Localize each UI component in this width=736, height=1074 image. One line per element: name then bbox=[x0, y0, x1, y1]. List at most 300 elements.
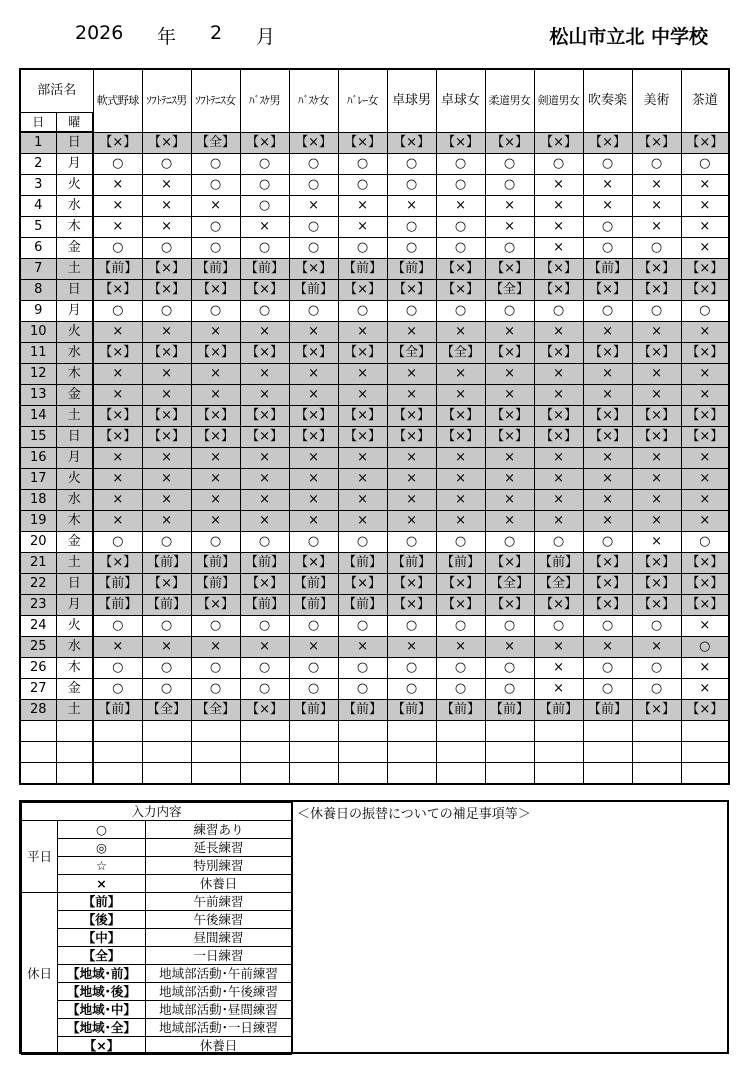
schedule-cell[interactable]: ○ bbox=[338, 658, 387, 679]
schedule-cell[interactable]: × bbox=[681, 322, 729, 343]
schedule-cell[interactable]: 【×】 bbox=[534, 406, 583, 427]
schedule-cell[interactable]: × bbox=[93, 448, 142, 469]
schedule-cell[interactable]: × bbox=[436, 364, 485, 385]
schedule-cell[interactable]: ○ bbox=[93, 616, 142, 637]
schedule-cell[interactable]: 【前】 bbox=[338, 700, 387, 721]
blank-cell[interactable] bbox=[387, 721, 436, 742]
schedule-cell[interactable]: × bbox=[485, 511, 534, 532]
blank-cell[interactable] bbox=[56, 721, 93, 742]
schedule-cell[interactable]: 【×】 bbox=[142, 132, 191, 154]
schedule-cell[interactable]: × bbox=[240, 385, 289, 406]
blank-cell[interactable] bbox=[240, 763, 289, 785]
schedule-cell[interactable]: ○ bbox=[485, 532, 534, 553]
schedule-cell[interactable]: 【×】 bbox=[338, 280, 387, 301]
schedule-cell[interactable]: ○ bbox=[142, 679, 191, 700]
blank-cell[interactable] bbox=[56, 763, 93, 785]
schedule-cell[interactable]: × bbox=[289, 490, 338, 511]
schedule-cell[interactable]: × bbox=[191, 469, 240, 490]
schedule-cell[interactable]: × bbox=[142, 637, 191, 658]
schedule-cell[interactable]: 【×】 bbox=[387, 574, 436, 595]
schedule-cell[interactable]: 【×】 bbox=[191, 595, 240, 616]
schedule-cell[interactable]: ○ bbox=[583, 679, 632, 700]
blank-cell[interactable] bbox=[534, 742, 583, 763]
schedule-cell[interactable]: ○ bbox=[387, 154, 436, 175]
schedule-cell[interactable]: ○ bbox=[485, 154, 534, 175]
schedule-cell[interactable]: ○ bbox=[240, 679, 289, 700]
schedule-cell[interactable]: 【全】 bbox=[485, 280, 534, 301]
schedule-cell[interactable]: 【前】 bbox=[93, 259, 142, 280]
schedule-cell[interactable]: 【全】 bbox=[191, 132, 240, 154]
schedule-cell[interactable]: × bbox=[681, 364, 729, 385]
schedule-cell[interactable]: 【×】 bbox=[436, 406, 485, 427]
schedule-cell[interactable]: ○ bbox=[240, 175, 289, 196]
schedule-cell[interactable]: ○ bbox=[534, 616, 583, 637]
schedule-cell[interactable]: ○ bbox=[191, 616, 240, 637]
schedule-cell[interactable]: 【前】 bbox=[191, 259, 240, 280]
schedule-cell[interactable]: ○ bbox=[338, 301, 387, 322]
schedule-cell[interactable]: × bbox=[583, 322, 632, 343]
schedule-cell[interactable]: × bbox=[681, 385, 729, 406]
schedule-cell[interactable]: 【×】 bbox=[142, 574, 191, 595]
schedule-cell[interactable]: 【全】 bbox=[485, 574, 534, 595]
schedule-cell[interactable]: 【前】 bbox=[93, 574, 142, 595]
schedule-cell[interactable]: × bbox=[485, 469, 534, 490]
schedule-cell[interactable]: ○ bbox=[632, 658, 681, 679]
schedule-cell[interactable]: ○ bbox=[534, 301, 583, 322]
schedule-cell[interactable]: 【×】 bbox=[387, 427, 436, 448]
schedule-cell[interactable]: × bbox=[142, 196, 191, 217]
schedule-cell[interactable]: 【前】 bbox=[240, 259, 289, 280]
schedule-cell[interactable]: × bbox=[93, 385, 142, 406]
schedule-cell[interactable]: ○ bbox=[240, 196, 289, 217]
schedule-cell[interactable]: 【前】 bbox=[338, 259, 387, 280]
blank-cell[interactable] bbox=[632, 763, 681, 785]
schedule-cell[interactable]: 【前】 bbox=[338, 595, 387, 616]
blank-cell[interactable] bbox=[142, 721, 191, 742]
schedule-cell[interactable]: 【×】 bbox=[583, 406, 632, 427]
schedule-cell[interactable]: 【×】 bbox=[289, 343, 338, 364]
schedule-cell[interactable]: × bbox=[142, 469, 191, 490]
blank-cell[interactable] bbox=[681, 742, 729, 763]
schedule-cell[interactable]: ○ bbox=[534, 532, 583, 553]
schedule-cell[interactable]: 【×】 bbox=[583, 553, 632, 574]
schedule-cell[interactable]: × bbox=[681, 448, 729, 469]
schedule-cell[interactable]: 【×】 bbox=[681, 280, 729, 301]
blank-cell[interactable] bbox=[436, 742, 485, 763]
schedule-cell[interactable]: ○ bbox=[93, 679, 142, 700]
schedule-cell[interactable]: × bbox=[142, 448, 191, 469]
schedule-cell[interactable]: 【×】 bbox=[681, 132, 729, 154]
schedule-cell[interactable]: ○ bbox=[191, 154, 240, 175]
schedule-cell[interactable]: 【×】 bbox=[583, 427, 632, 448]
blank-cell[interactable] bbox=[93, 763, 142, 785]
schedule-cell[interactable]: ○ bbox=[583, 532, 632, 553]
schedule-cell[interactable]: 【×】 bbox=[338, 574, 387, 595]
schedule-cell[interactable]: 【×】 bbox=[338, 132, 387, 154]
schedule-cell[interactable]: 【×】 bbox=[681, 595, 729, 616]
schedule-cell[interactable]: 【×】 bbox=[289, 427, 338, 448]
schedule-cell[interactable]: × bbox=[681, 469, 729, 490]
schedule-cell[interactable]: ○ bbox=[387, 616, 436, 637]
schedule-cell[interactable]: × bbox=[289, 469, 338, 490]
schedule-cell[interactable]: 【×】 bbox=[436, 427, 485, 448]
schedule-cell[interactable]: 【全】 bbox=[191, 700, 240, 721]
schedule-cell[interactable]: × bbox=[681, 217, 729, 238]
schedule-cell[interactable]: 【前】 bbox=[387, 700, 436, 721]
schedule-cell[interactable]: × bbox=[93, 490, 142, 511]
schedule-cell[interactable]: × bbox=[583, 511, 632, 532]
schedule-cell[interactable]: ○ bbox=[338, 679, 387, 700]
schedule-cell[interactable]: 【×】 bbox=[289, 553, 338, 574]
schedule-cell[interactable]: × bbox=[93, 175, 142, 196]
schedule-cell[interactable]: 【×】 bbox=[534, 280, 583, 301]
schedule-cell[interactable]: ○ bbox=[632, 238, 681, 259]
schedule-cell[interactable]: × bbox=[387, 448, 436, 469]
schedule-cell[interactable]: 【×】 bbox=[338, 406, 387, 427]
schedule-cell[interactable]: × bbox=[338, 490, 387, 511]
schedule-cell[interactable]: ○ bbox=[583, 238, 632, 259]
schedule-cell[interactable]: ○ bbox=[436, 238, 485, 259]
schedule-cell[interactable]: ○ bbox=[338, 238, 387, 259]
schedule-cell[interactable]: × bbox=[583, 490, 632, 511]
schedule-cell[interactable]: ○ bbox=[583, 616, 632, 637]
schedule-cell[interactable]: × bbox=[436, 490, 485, 511]
schedule-cell[interactable]: ○ bbox=[93, 658, 142, 679]
schedule-cell[interactable]: × bbox=[534, 238, 583, 259]
schedule-cell[interactable]: 【前】 bbox=[142, 595, 191, 616]
schedule-cell[interactable]: ○ bbox=[93, 532, 142, 553]
schedule-cell[interactable]: ○ bbox=[240, 532, 289, 553]
schedule-cell[interactable]: ○ bbox=[485, 616, 534, 637]
schedule-cell[interactable]: ○ bbox=[240, 238, 289, 259]
schedule-cell[interactable]: 【×】 bbox=[632, 259, 681, 280]
schedule-cell[interactable]: × bbox=[485, 217, 534, 238]
schedule-cell[interactable]: × bbox=[387, 637, 436, 658]
schedule-cell[interactable]: × bbox=[338, 364, 387, 385]
schedule-cell[interactable]: × bbox=[289, 322, 338, 343]
schedule-cell[interactable]: × bbox=[191, 364, 240, 385]
schedule-cell[interactable]: ○ bbox=[436, 616, 485, 637]
schedule-cell[interactable]: 【×】 bbox=[387, 132, 436, 154]
schedule-cell[interactable]: × bbox=[632, 364, 681, 385]
blank-cell[interactable] bbox=[191, 763, 240, 785]
schedule-cell[interactable]: 【×】 bbox=[534, 427, 583, 448]
blank-cell[interactable] bbox=[387, 742, 436, 763]
schedule-cell[interactable]: ○ bbox=[681, 637, 729, 658]
blank-cell[interactable] bbox=[338, 763, 387, 785]
schedule-cell[interactable]: ○ bbox=[142, 616, 191, 637]
schedule-cell[interactable]: × bbox=[338, 217, 387, 238]
schedule-cell[interactable]: ○ bbox=[387, 532, 436, 553]
blank-cell[interactable] bbox=[583, 763, 632, 785]
schedule-cell[interactable]: × bbox=[681, 658, 729, 679]
schedule-cell[interactable]: 【前】 bbox=[583, 700, 632, 721]
schedule-cell[interactable]: × bbox=[632, 490, 681, 511]
schedule-cell[interactable]: 【前】 bbox=[191, 553, 240, 574]
blank-cell[interactable] bbox=[20, 763, 56, 785]
schedule-cell[interactable]: × bbox=[632, 196, 681, 217]
schedule-cell[interactable]: 【全】 bbox=[387, 343, 436, 364]
schedule-cell[interactable]: ○ bbox=[289, 301, 338, 322]
schedule-cell[interactable]: × bbox=[436, 469, 485, 490]
schedule-cell[interactable]: × bbox=[485, 364, 534, 385]
schedule-cell[interactable]: ○ bbox=[142, 301, 191, 322]
schedule-cell[interactable]: × bbox=[583, 469, 632, 490]
schedule-cell[interactable]: ○ bbox=[436, 658, 485, 679]
schedule-cell[interactable]: × bbox=[142, 385, 191, 406]
schedule-cell[interactable]: × bbox=[583, 364, 632, 385]
schedule-cell[interactable]: ○ bbox=[583, 154, 632, 175]
schedule-cell[interactable]: ○ bbox=[387, 217, 436, 238]
schedule-cell[interactable]: ○ bbox=[142, 658, 191, 679]
schedule-cell[interactable]: × bbox=[534, 196, 583, 217]
schedule-cell[interactable]: 【×】 bbox=[583, 343, 632, 364]
schedule-cell[interactable]: 【前】 bbox=[289, 700, 338, 721]
schedule-cell[interactable]: ○ bbox=[191, 679, 240, 700]
schedule-cell[interactable]: × bbox=[191, 448, 240, 469]
schedule-cell[interactable]: ○ bbox=[289, 532, 338, 553]
schedule-cell[interactable]: ○ bbox=[289, 217, 338, 238]
schedule-cell[interactable]: ○ bbox=[681, 154, 729, 175]
schedule-cell[interactable]: ○ bbox=[485, 238, 534, 259]
schedule-cell[interactable]: 【×】 bbox=[93, 553, 142, 574]
schedule-cell[interactable]: 【×】 bbox=[632, 406, 681, 427]
blank-cell[interactable] bbox=[191, 721, 240, 742]
schedule-cell[interactable]: × bbox=[93, 364, 142, 385]
schedule-cell[interactable]: 【全】 bbox=[436, 343, 485, 364]
blank-cell[interactable] bbox=[485, 742, 534, 763]
schedule-cell[interactable]: × bbox=[485, 196, 534, 217]
schedule-cell[interactable]: ○ bbox=[632, 679, 681, 700]
schedule-cell[interactable]: × bbox=[436, 322, 485, 343]
blank-cell[interactable] bbox=[20, 721, 56, 742]
schedule-cell[interactable]: 【×】 bbox=[142, 280, 191, 301]
schedule-cell[interactable]: 【×】 bbox=[191, 343, 240, 364]
schedule-cell[interactable]: × bbox=[338, 385, 387, 406]
schedule-cell[interactable]: × bbox=[436, 448, 485, 469]
schedule-cell[interactable]: ○ bbox=[191, 238, 240, 259]
schedule-cell[interactable]: 【×】 bbox=[436, 259, 485, 280]
schedule-cell[interactable]: × bbox=[93, 196, 142, 217]
schedule-cell[interactable]: × bbox=[632, 448, 681, 469]
schedule-cell[interactable]: 【×】 bbox=[681, 259, 729, 280]
schedule-cell[interactable]: 【×】 bbox=[681, 553, 729, 574]
schedule-cell[interactable]: ○ bbox=[93, 154, 142, 175]
blank-cell[interactable] bbox=[485, 721, 534, 742]
schedule-cell[interactable]: ○ bbox=[289, 616, 338, 637]
schedule-cell[interactable]: 【×】 bbox=[436, 280, 485, 301]
schedule-cell[interactable]: ○ bbox=[142, 532, 191, 553]
schedule-cell[interactable]: × bbox=[534, 469, 583, 490]
blank-cell[interactable] bbox=[583, 742, 632, 763]
schedule-cell[interactable]: ○ bbox=[485, 175, 534, 196]
schedule-cell[interactable]: 【×】 bbox=[583, 595, 632, 616]
schedule-cell[interactable]: × bbox=[191, 490, 240, 511]
schedule-cell[interactable]: × bbox=[632, 322, 681, 343]
schedule-cell[interactable]: ○ bbox=[632, 154, 681, 175]
schedule-cell[interactable]: 【前】 bbox=[583, 259, 632, 280]
schedule-cell[interactable]: 【前】 bbox=[436, 700, 485, 721]
schedule-cell[interactable]: 【×】 bbox=[191, 427, 240, 448]
schedule-cell[interactable]: ○ bbox=[436, 532, 485, 553]
schedule-cell[interactable]: 【×】 bbox=[240, 574, 289, 595]
schedule-cell[interactable]: 【×】 bbox=[436, 132, 485, 154]
schedule-cell[interactable]: ○ bbox=[583, 658, 632, 679]
schedule-cell[interactable]: × bbox=[534, 175, 583, 196]
schedule-cell[interactable]: × bbox=[240, 322, 289, 343]
schedule-cell[interactable]: 【×】 bbox=[632, 553, 681, 574]
schedule-cell[interactable]: 【前】 bbox=[436, 553, 485, 574]
schedule-cell[interactable]: ○ bbox=[632, 301, 681, 322]
schedule-cell[interactable]: 【×】 bbox=[142, 259, 191, 280]
schedule-cell[interactable]: 【前】 bbox=[289, 574, 338, 595]
blank-cell[interactable] bbox=[485, 763, 534, 785]
schedule-cell[interactable]: 【×】 bbox=[142, 427, 191, 448]
blank-cell[interactable] bbox=[436, 763, 485, 785]
schedule-cell[interactable]: ○ bbox=[485, 679, 534, 700]
blank-cell[interactable] bbox=[142, 763, 191, 785]
schedule-cell[interactable]: × bbox=[240, 637, 289, 658]
schedule-cell[interactable]: × bbox=[338, 637, 387, 658]
schedule-cell[interactable]: × bbox=[534, 658, 583, 679]
schedule-cell[interactable]: 【×】 bbox=[289, 259, 338, 280]
schedule-cell[interactable]: 【×】 bbox=[485, 595, 534, 616]
schedule-cell[interactable]: × bbox=[338, 196, 387, 217]
schedule-cell[interactable]: × bbox=[632, 637, 681, 658]
schedule-cell[interactable]: ○ bbox=[289, 175, 338, 196]
blank-cell[interactable] bbox=[289, 763, 338, 785]
schedule-cell[interactable]: 【前】 bbox=[289, 595, 338, 616]
schedule-cell[interactable]: 【×】 bbox=[681, 574, 729, 595]
blank-cell[interactable] bbox=[338, 721, 387, 742]
schedule-cell[interactable]: ○ bbox=[191, 301, 240, 322]
schedule-cell[interactable]: × bbox=[93, 511, 142, 532]
schedule-cell[interactable]: × bbox=[485, 490, 534, 511]
schedule-cell[interactable]: 【×】 bbox=[93, 343, 142, 364]
schedule-cell[interactable]: × bbox=[387, 511, 436, 532]
schedule-cell[interactable]: × bbox=[240, 490, 289, 511]
schedule-cell[interactable]: ○ bbox=[240, 154, 289, 175]
schedule-cell[interactable]: ○ bbox=[338, 532, 387, 553]
schedule-cell[interactable]: × bbox=[583, 637, 632, 658]
schedule-cell[interactable]: × bbox=[142, 175, 191, 196]
schedule-cell[interactable]: 【×】 bbox=[338, 427, 387, 448]
schedule-cell[interactable]: 【×】 bbox=[534, 343, 583, 364]
schedule-cell[interactable]: × bbox=[289, 637, 338, 658]
schedule-cell[interactable]: ○ bbox=[681, 532, 729, 553]
schedule-cell[interactable]: 【×】 bbox=[632, 343, 681, 364]
schedule-cell[interactable]: ○ bbox=[289, 679, 338, 700]
schedule-cell[interactable]: ○ bbox=[338, 154, 387, 175]
schedule-cell[interactable]: ○ bbox=[485, 301, 534, 322]
schedule-cell[interactable]: × bbox=[534, 448, 583, 469]
schedule-cell[interactable]: 【×】 bbox=[485, 427, 534, 448]
blank-cell[interactable] bbox=[534, 763, 583, 785]
schedule-cell[interactable]: 【×】 bbox=[289, 406, 338, 427]
schedule-cell[interactable]: 【×】 bbox=[142, 406, 191, 427]
schedule-cell[interactable]: × bbox=[681, 490, 729, 511]
schedule-cell[interactable]: × bbox=[387, 385, 436, 406]
schedule-cell[interactable]: 【×】 bbox=[583, 280, 632, 301]
blank-cell[interactable] bbox=[56, 742, 93, 763]
blank-cell[interactable] bbox=[93, 721, 142, 742]
schedule-cell[interactable]: × bbox=[583, 385, 632, 406]
schedule-cell[interactable]: × bbox=[534, 490, 583, 511]
schedule-cell[interactable]: × bbox=[142, 322, 191, 343]
schedule-cell[interactable]: × bbox=[142, 490, 191, 511]
schedule-cell[interactable]: × bbox=[240, 469, 289, 490]
schedule-cell[interactable]: × bbox=[534, 364, 583, 385]
schedule-cell[interactable]: × bbox=[387, 364, 436, 385]
schedule-cell[interactable]: ○ bbox=[436, 175, 485, 196]
schedule-cell[interactable]: 【×】 bbox=[485, 343, 534, 364]
schedule-cell[interactable]: × bbox=[681, 511, 729, 532]
blank-cell[interactable] bbox=[387, 763, 436, 785]
schedule-cell[interactable]: × bbox=[485, 637, 534, 658]
schedule-cell[interactable]: × bbox=[632, 532, 681, 553]
schedule-cell[interactable]: × bbox=[681, 679, 729, 700]
schedule-cell[interactable]: × bbox=[583, 196, 632, 217]
schedule-cell[interactable]: × bbox=[338, 322, 387, 343]
blank-cell[interactable] bbox=[191, 742, 240, 763]
schedule-cell[interactable]: 【×】 bbox=[240, 343, 289, 364]
blank-cell[interactable] bbox=[93, 742, 142, 763]
schedule-cell[interactable]: 【前】 bbox=[240, 553, 289, 574]
schedule-cell[interactable]: ○ bbox=[191, 217, 240, 238]
schedule-cell[interactable]: × bbox=[534, 511, 583, 532]
schedule-cell[interactable]: × bbox=[338, 469, 387, 490]
blank-cell[interactable] bbox=[436, 721, 485, 742]
schedule-cell[interactable]: × bbox=[240, 511, 289, 532]
schedule-cell[interactable]: × bbox=[142, 364, 191, 385]
schedule-cell[interactable]: × bbox=[338, 448, 387, 469]
schedule-cell[interactable]: × bbox=[632, 175, 681, 196]
schedule-cell[interactable]: 【×】 bbox=[583, 574, 632, 595]
schedule-cell[interactable]: 【前】 bbox=[534, 553, 583, 574]
schedule-cell[interactable]: × bbox=[436, 385, 485, 406]
blank-cell[interactable] bbox=[681, 721, 729, 742]
schedule-cell[interactable]: ○ bbox=[583, 301, 632, 322]
schedule-cell[interactable]: × bbox=[387, 196, 436, 217]
schedule-cell[interactable]: ○ bbox=[436, 679, 485, 700]
schedule-cell[interactable]: 【前】 bbox=[485, 700, 534, 721]
schedule-cell[interactable]: ○ bbox=[93, 301, 142, 322]
schedule-cell[interactable]: × bbox=[289, 385, 338, 406]
schedule-cell[interactable]: × bbox=[681, 238, 729, 259]
schedule-cell[interactable]: 【×】 bbox=[632, 574, 681, 595]
blank-cell[interactable] bbox=[534, 721, 583, 742]
schedule-cell[interactable]: 【×】 bbox=[191, 280, 240, 301]
schedule-cell[interactable]: × bbox=[289, 364, 338, 385]
schedule-cell[interactable]: × bbox=[289, 511, 338, 532]
schedule-cell[interactable]: ○ bbox=[93, 238, 142, 259]
schedule-cell[interactable]: ○ bbox=[436, 301, 485, 322]
blank-cell[interactable] bbox=[20, 742, 56, 763]
schedule-cell[interactable]: ○ bbox=[191, 658, 240, 679]
schedule-cell[interactable]: ○ bbox=[289, 658, 338, 679]
schedule-cell[interactable]: × bbox=[534, 637, 583, 658]
schedule-cell[interactable]: × bbox=[632, 469, 681, 490]
schedule-cell[interactable]: ○ bbox=[387, 175, 436, 196]
schedule-cell[interactable]: × bbox=[436, 511, 485, 532]
schedule-cell[interactable]: × bbox=[289, 196, 338, 217]
schedule-cell[interactable]: ○ bbox=[583, 217, 632, 238]
schedule-cell[interactable]: × bbox=[632, 511, 681, 532]
schedule-cell[interactable]: × bbox=[191, 637, 240, 658]
schedule-cell[interactable]: 【×】 bbox=[583, 132, 632, 154]
schedule-cell[interactable]: × bbox=[436, 196, 485, 217]
schedule-cell[interactable]: 【前】 bbox=[93, 700, 142, 721]
